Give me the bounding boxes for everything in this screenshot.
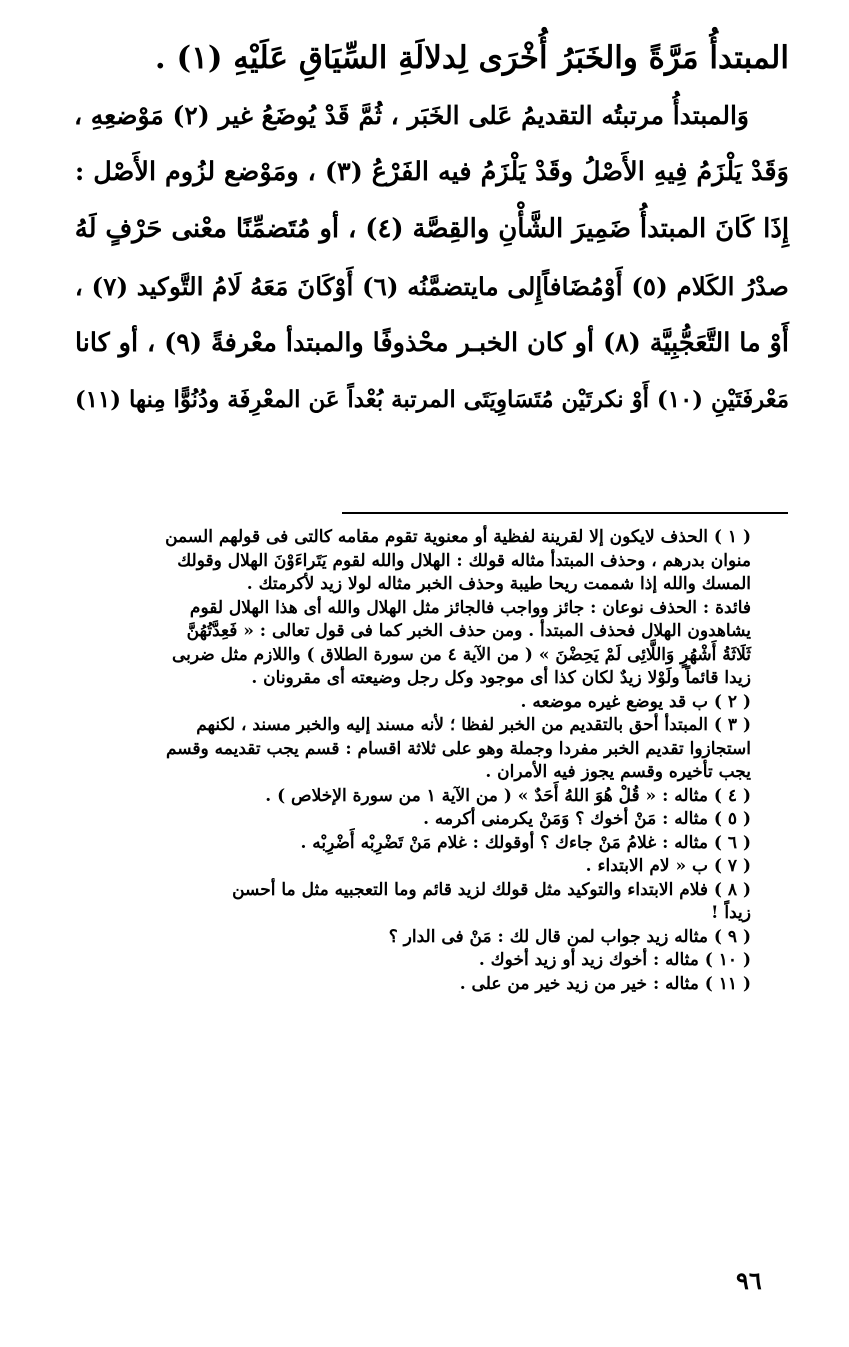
footnote-line: ( ١٠ ) مثاله : أخوك زيد أو زيد أخوك . bbox=[478, 950, 751, 970]
footnote-line: ثَلَاثَةُ أَشْهُرٍ وَاللَّائِى لَمْ يَحِضْنَ » ( من الآية ٤ من سورة الطلاق ) واللازم مثل ضربى bbox=[171, 644, 751, 665]
main-line-1: المبتدأُ مَرَّةً والخَبَرُ أُخْرَى لِدلالَةِ السِّيَاقِ عَلَيْهِ (١) . bbox=[154, 40, 789, 76]
footnote-line: ( ٩ ) مثاله زيد جواب لمن قال لك : مَنْ فى الدار ؟ bbox=[388, 926, 751, 947]
footnote-line: ( ٥ ) مثاله : مَنْ أخوك ؟ وَمَنْ يكرمنى أكرمه . bbox=[423, 809, 751, 829]
footnote-line: ( ٨ ) فلام الابتداء والتوكيد مثل قولك لزيد قائم وما التعجبيه مثل ما أحسن bbox=[232, 879, 751, 900]
footnote-line: منوان بدرهم ، وحذف المبتدأ مثاله قولك : الهلال والله لقوم يَتَراءَوْنَ الهلال وقولك bbox=[177, 550, 751, 571]
footnote-separator bbox=[342, 512, 788, 514]
main-line-2: وَالمبتدأُ مرتبتُه التقديمُ عَلى الخَبَر ، ثُمَّ قَدْ يُوضَعُ غير (٢) مَوْضعِهِ ، bbox=[74, 101, 749, 130]
footnote-line: فائدة : الحذف نوعان : جائز وواجب فالجائز مثل الهلال والله أى هذا الهلال لقوم bbox=[189, 597, 751, 618]
footnote-line: ( ١ ) الحذف لايكون إلا لقرينة لفظية أو معنوية تقوم مقامه كالتى فى قولهم السمن bbox=[165, 527, 751, 547]
footnote-line: ( ٧ ) ب « لام الابتداء . bbox=[585, 856, 751, 876]
footnote-line: ( ٢ ) ب قد يوضع غيره موضعه . bbox=[520, 691, 751, 712]
main-line-6: أَوْ ما التَّعَجُّبِيَّة (٨) أو كان الخبـر محْذوفًا والمبتدأ معْرفةً (٩) ، أو كانا bbox=[74, 328, 789, 358]
main-body-text bbox=[60, 30, 789, 429]
main-line-4: إِذَا كَانَ المبتدأُ ضَمِيرَ الشَّأْنِ والقِصَّة (٤) ، أو مُتَضمِّنًا معْنى حَرْفٍ لَهُ bbox=[74, 214, 789, 244]
main-line-5: صدْرُ الكَلام (٥) أَوْمُضَافاًإِلى مايتضمَّنُه (٦) أَوْكَانَ مَعَهُ لَامُ التَّوكيد (٧) ، bbox=[74, 272, 789, 301]
footnote-line: زيدا قائماً ولَوْلا زيدٌ لكان كذا أى موجود وكل رجل وضيعته أى مقرونان . bbox=[251, 668, 751, 688]
footnote-line: ( ٤ ) مثاله : « قُلْ هُوَ اللهُ أَحَدٌ » ( من الآية ١ من سورة الإخلاص ) . bbox=[265, 785, 751, 806]
footnote-line: يجب تأخيره وقسم يجوز فيه الأمران . bbox=[485, 762, 751, 782]
main-line-7: مَعْرفَتَيْنِ (١٠) أَوْ نكرتَيْن مُتَسَاوِيَتَى المرتبة بُعْداً عَن المعْرِفَة ودُنُوًّا مِنها (١١) bbox=[74, 387, 789, 413]
footnote-line: ( ١١ ) مثاله : خير من زيد خير من على . bbox=[459, 973, 751, 994]
footnote-line: زيداً ! bbox=[711, 903, 751, 923]
footnote-line: المسك والله إذا شممت ريحا طيبة وحذف الخبر مثاله لولا زيد لأكرمتك . bbox=[246, 574, 751, 594]
footnote-line: يشاهدون الهلال فحذف المبتدأ . ومن حذف الخبر كما فى قول تعالى : « فَعِدَّتُهُنَّ bbox=[186, 621, 751, 641]
footnote-line: ( ٣ ) المبتدأ أحق بالتقديم من الخبر لفظا ؛ لأنه مسند إليه والخبر مسند ، لكنهم bbox=[196, 715, 751, 735]
footnote-line: استجازوا تقديم الخبر مفردا وجملة وهو على ثلاثة اقسام : قسم يجب تقديمه وقسم bbox=[165, 738, 751, 759]
page-number: ٩٦ bbox=[736, 1266, 762, 1295]
footnotes-section bbox=[124, 526, 751, 996]
main-line-3: وَقَدْ يَلْزَمُ فِيهِ الأَصْلُ وقَدْ يَلْزَمُ فيه الفَرْعُ (٣) ، ومَوْضع لزُوم الأَصْل : bbox=[74, 157, 789, 187]
footnote-line: ( ٦ ) مثاله : غلامُ مَنْ جاءك ؟ أوقولك : غلام مَنْ تَضْرِبْه أَضْرِبْه . bbox=[300, 832, 751, 853]
